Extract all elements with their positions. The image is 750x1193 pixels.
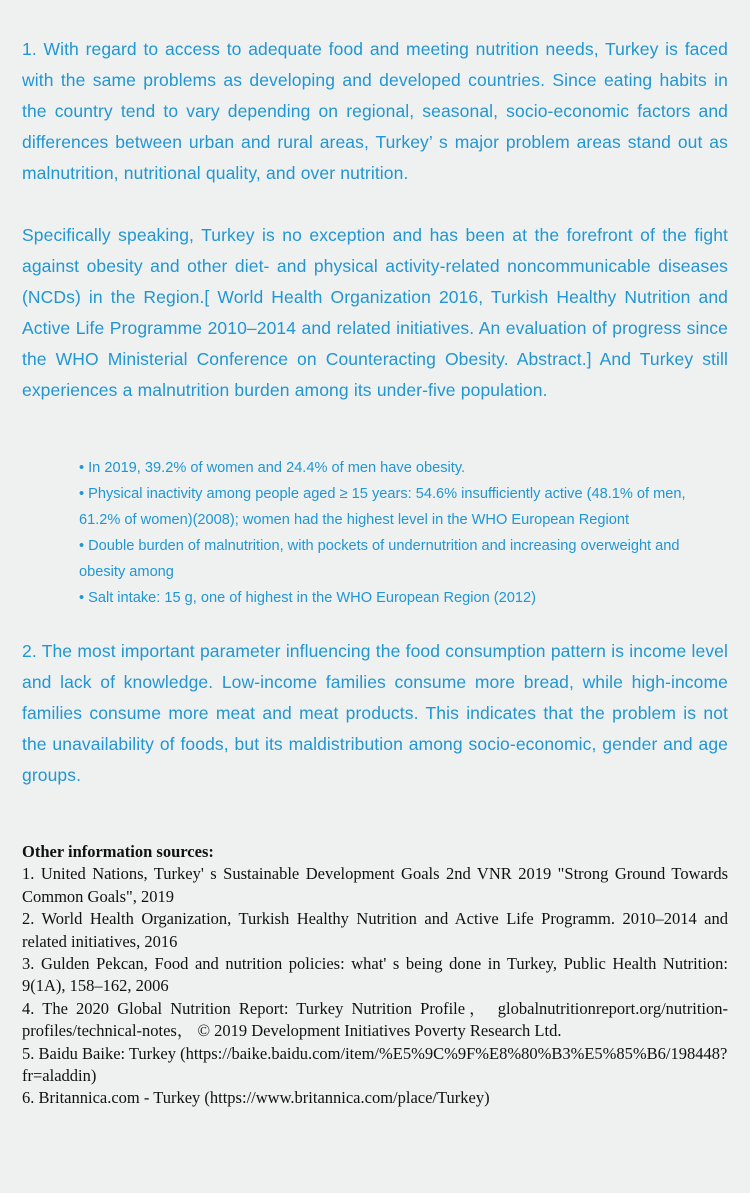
sources-section	[22, 841, 728, 1110]
source-item: 6. Britannica.com - Turkey (https://www.britannica.com/place/Turkey)	[22, 1088, 490, 1108]
paragraph-3: 2. The most important parameter influencing the food consumption pattern is income level and lack of knowledge. Low-income families consume more bread, while high-income families consume more meat and meat products. This indicates that the problem is not the unavailability of foods, but its maldistribution among socio-economic, gender and age groups.	[22, 641, 728, 785]
source-item: 3. Gulden Pekcan, Food and nutrition policies: what' s being done in Turkey, Public Health Nutrition: 9(1A), 158–162, 2006	[22, 954, 728, 996]
source-item: 2. World Health Organization, Turkish Healthy Nutrition and Active Life Programm. 2010–2014 and related initiatives, 2016	[22, 909, 728, 951]
source-item: 5. Baidu Baike: Turkey (https://baike.baidu.com/item/%E5%9C%9F%E8%80%B3%E5%85%B6/198448?fr=aladdin)	[22, 1043, 728, 1086]
source-item: 1. United Nations, Turkey' s Sustainable Development Goals 2nd VNR 2019 "Strong Ground Towards Common Goals", 2019	[22, 864, 728, 906]
paragraph-2: Specifically speaking, Turkey is no exception and has been at the forefront of the fight against obesity and other diet- and physical activity-related noncommunicable diseases (NCDs) in the Region.[ World Health Organization 2016, Turkish Healthy Nutrition and Active Life Programme 2010–2014 and related initiatives. An evaluation of progress since the WHO Ministerial Conference on Counteracting Obesity. Abstract.] And Turkey still experiences a malnutrition burden among its under-five population.	[22, 225, 728, 400]
list-item-label: In 2019, 39.2% of women and 24.4% of men have obesity.	[88, 460, 466, 476]
spacer	[22, 437, 728, 455]
list-item	[79, 585, 728, 611]
sources-heading: Other information sources:	[22, 842, 214, 861]
bullet-marker: •	[79, 460, 85, 476]
source-item: 4. The 2020 Global Nutrition Report: Turkey Nutrition Profile， globalnutritionreport.org/nutrition-profiles/technical-notes， © 2019 Development Initiatives Poverty Research Ltd.	[22, 998, 728, 1041]
bullet-marker: •	[79, 590, 85, 606]
list-item	[79, 481, 728, 533]
spacer	[22, 611, 728, 636]
list-item-label: Salt intake: 15 g, one of highest in the WHO European Region (2012)	[88, 590, 536, 606]
list-item	[79, 455, 728, 481]
bullet-list	[22, 455, 728, 611]
list-item	[79, 533, 728, 585]
list-item-label: Physical inactivity among people aged ≥ 15 years: 54.6% insufficiently active (48.1% of men, 61.2% of women)(2008); women had the highest level in the WHO European Regiont	[79, 486, 686, 528]
paragraph-1: 1. With regard to access to adequate food and meeting nutrition needs, Turkey is faced with the same problems as developing and developed countries. Since eating habits in the country tend to vary depending on regional, seasonal, socio-economic factors and differences between urban and rural areas, Turkey’ s major problem areas stand out as malnutrition, nutritional quality, and over nutrition.	[22, 39, 728, 183]
list-item-label: Double burden of malnutrition, with pockets of undernutrition and increasing overweight and obesity among	[79, 538, 680, 580]
bullet-marker: •	[79, 538, 85, 554]
spacer	[22, 791, 728, 841]
bullet-marker: •	[79, 486, 85, 502]
